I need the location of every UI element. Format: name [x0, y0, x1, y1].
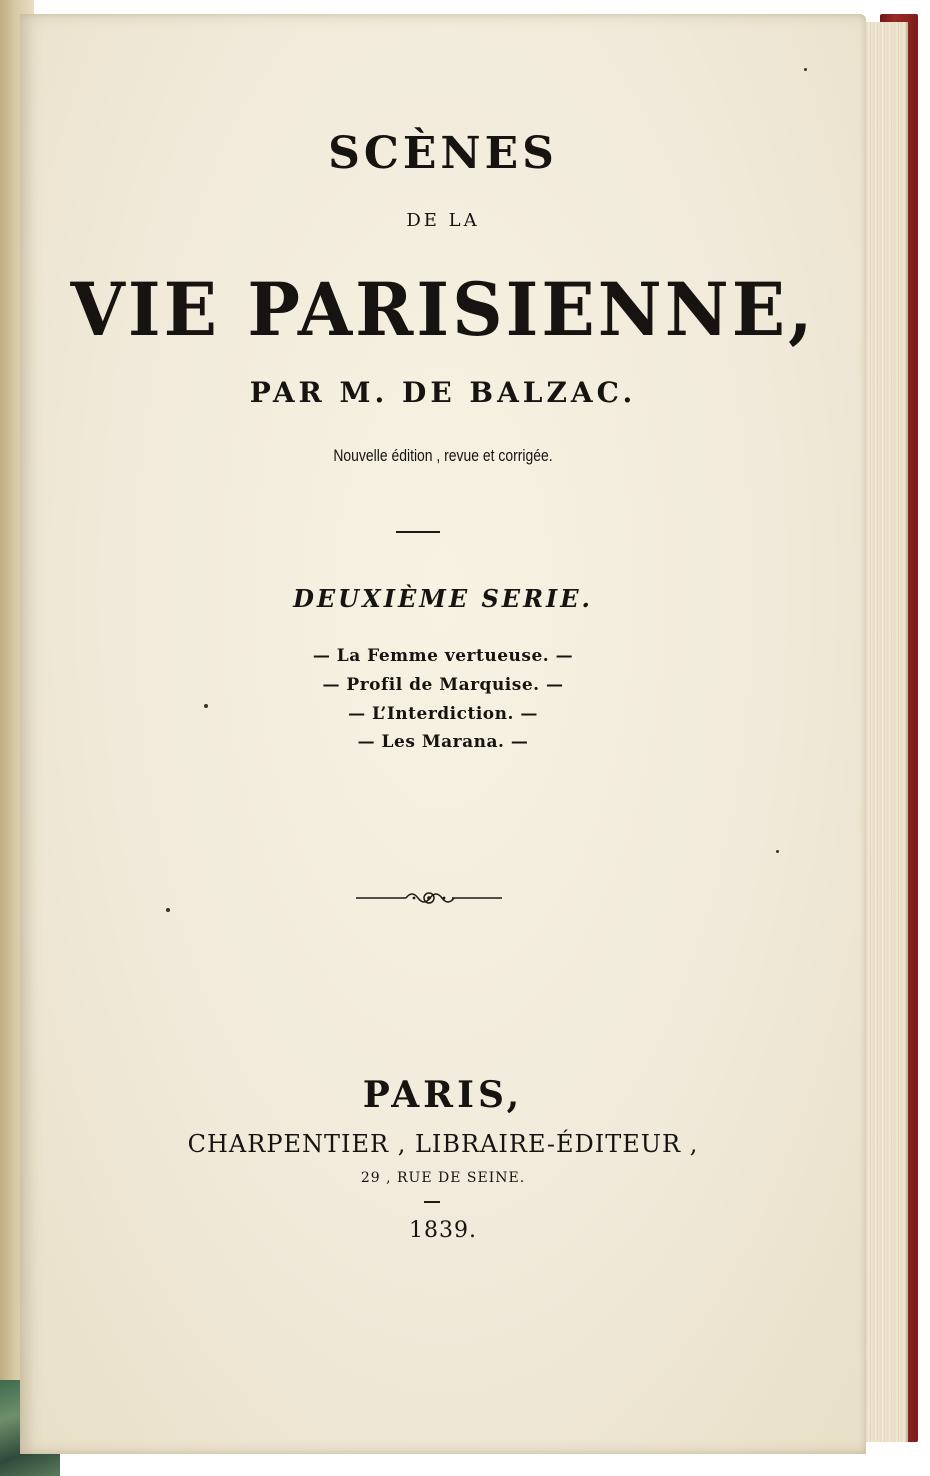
imprint-publisher: CHARPENTIER , LIBRAIRE-ÉDITEUR , [187, 1130, 699, 1158]
divider-rule-small [424, 1201, 440, 1203]
contents-item: — Les Marana. — [357, 732, 529, 752]
imprint-address: 29 , RUE DE SEINE. [360, 1170, 526, 1186]
contents-item: — L’Interdiction. — [348, 704, 538, 724]
title-line-vie-parisienne: VIE PARISIENNE, [70, 265, 816, 354]
contents-item: — Profil de Marquise. — [322, 675, 564, 695]
title-line-scenes: SCÈNES [328, 128, 558, 179]
series-heading: DEUXIÈME SERIE. [293, 584, 593, 613]
divider-rule [396, 531, 440, 533]
foxing-speck [166, 908, 170, 912]
foxing-speck [204, 704, 208, 708]
title-line-de-la: DE LA [406, 210, 480, 231]
title-page [20, 14, 866, 1454]
edition-note: Nouvelle édition , revue et corrigée. [333, 446, 553, 465]
foxing-speck [776, 850, 779, 853]
author-line: PAR M. DE BALZAC. [249, 376, 637, 409]
fleuron-ornament-icon [356, 886, 502, 910]
imprint-year: 1839. [409, 1218, 477, 1243]
imprint-city: PARIS, [362, 1074, 524, 1116]
contents-item: — La Femme vertueuse. — [312, 646, 574, 666]
foxing-speck [804, 68, 807, 71]
